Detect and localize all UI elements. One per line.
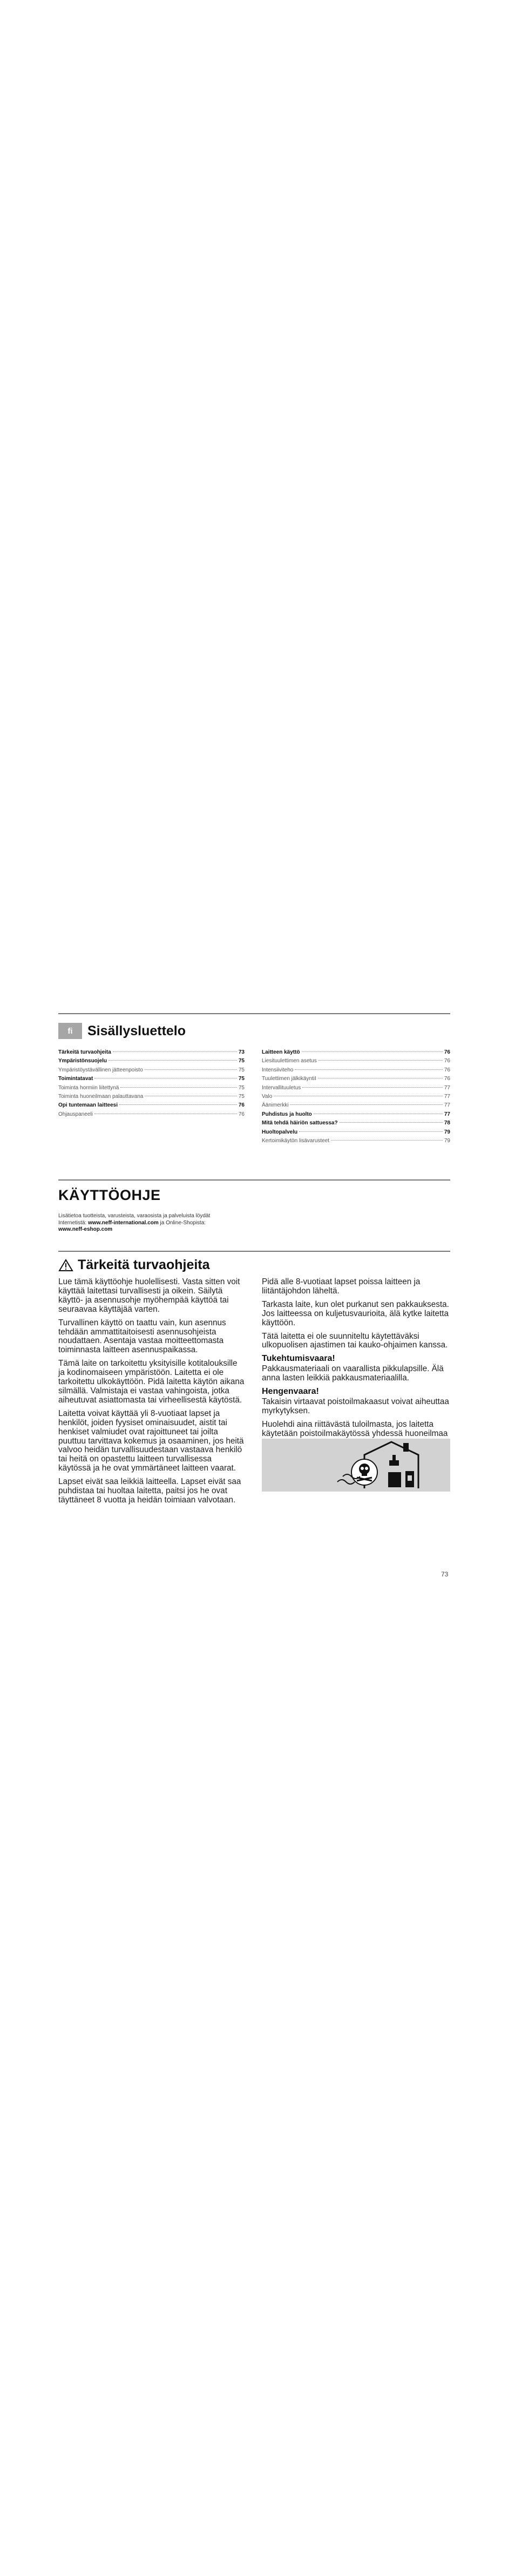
toc-entry-page: 77 xyxy=(444,1111,450,1117)
toc-header xyxy=(58,1013,450,1039)
toc-entry-page: 79 xyxy=(444,1138,450,1144)
paragraph: Tarkasta laite, kun olet purkanut sen pakkauksesta. Jos laitteessa on kuljetusvaurioita, älä kytke laitetta käyttöön. xyxy=(262,1299,449,1327)
divider xyxy=(58,1179,450,1181)
poison-heading: Hengenvaara! xyxy=(262,1387,319,1397)
toc-title: Sisällysluettelo xyxy=(87,1023,186,1039)
toc-entry[interactable] xyxy=(58,1066,245,1075)
toc-entry-label: Ohjauspaneeli xyxy=(58,1111,93,1117)
toc-entry-page: 78 xyxy=(444,1120,450,1127)
toc-entry-page: 79 xyxy=(444,1129,450,1135)
toc-entry-page: 75 xyxy=(238,1058,245,1064)
link-neff-eshop[interactable]: www.neff-eshop.com xyxy=(58,1226,113,1232)
toc-leader-dots xyxy=(295,1069,443,1070)
manual-header xyxy=(58,1179,450,1204)
toc-entry[interactable] xyxy=(58,1057,245,1066)
toc-entry-page: 76 xyxy=(444,1076,450,1082)
toc-leader-dots xyxy=(119,1104,237,1105)
toc-entry[interactable] xyxy=(262,1093,450,1101)
toc-entry-page: 76 xyxy=(238,1111,245,1117)
toc-leader-dots xyxy=(109,1060,237,1061)
toc-entry[interactable] xyxy=(58,1048,245,1057)
divider xyxy=(58,1013,450,1014)
toc-entry-label: Liesituulettimen asetus xyxy=(262,1058,317,1064)
toc-entry-label: Mitä tehdä häiriön sattuessa? xyxy=(262,1120,338,1127)
toc-entry[interactable] xyxy=(262,1119,450,1128)
paragraph: Lue tämä käyttöohje huolellisesti. Vasta sitten voit käyttää laitettasi turvallisesti ja oikein. Säilytä käyttö- ja asennusohje myöhempää käyttöä tai seuraavaa käyttäjää varten. xyxy=(58,1277,240,1314)
warning-triangle-icon xyxy=(58,1259,73,1272)
toc-entry-label: Äänimerkki xyxy=(262,1102,289,1109)
paragraph: Turvallinen käyttö on taattu vain, kun asennus tehdään ammattitaitoisesti asennusohjeista noudattaen. Asentaja vastaa moitteettomasta toiminnasta laitteen asennuspaikassa. xyxy=(58,1318,226,1355)
toc-entry-label: Kertoimikäytön lisävarusteet xyxy=(262,1138,330,1144)
paragraph: Pidä alle 8-vuotiaat lapset poissa laitteen ja liitäntäjohdon läheltä. xyxy=(262,1277,421,1296)
toc-entry[interactable] xyxy=(262,1137,450,1145)
divider xyxy=(58,1251,450,1252)
toc-entry-label: Tuulettimen jälkikäyntiI xyxy=(262,1076,316,1082)
toc-entry-page: 77 xyxy=(444,1102,450,1109)
paragraph: Pakkausmateriaali on vaarallista pikkulapsille. Älä anna lasten leikkiä pakkausmateriaalilla. xyxy=(262,1364,444,1383)
toc-entry-label: Huoltopalvelu xyxy=(262,1129,298,1135)
toc-entry-page: 77 xyxy=(444,1094,450,1100)
toc-entry-label: Valo xyxy=(262,1094,273,1100)
toc-entry[interactable] xyxy=(58,1101,245,1110)
toc-entry[interactable] xyxy=(58,1093,245,1101)
page-number: 73 xyxy=(441,1570,449,1578)
toc-entry-page: 75 xyxy=(238,1084,245,1091)
house-fumes-illustration xyxy=(262,1439,450,1492)
toc-entry-label: Toiminta hormiin liitettynä xyxy=(58,1084,119,1091)
info-text: Lisätietoa tuotteista, varusteista, varaosista ja palveluista löydät Internetistä: www.neff-international.com ja Online-Shopista: www.neff-eshop.com xyxy=(58,1213,211,1232)
toc-entry[interactable] xyxy=(262,1110,450,1119)
toc-entry-page: 76 xyxy=(238,1102,245,1109)
toc-leader-dots xyxy=(340,1122,443,1123)
toc-entry-page: 75 xyxy=(238,1094,245,1100)
toc-leader-dots xyxy=(290,1104,442,1105)
paragraph: Lapset eivät saa leikkiä laitteella. Lapset eivät saa puhdistaa tai huoltaa laitetta, paitsi jos he ovat täyttäneet 8 vuotta ja heidän toimiaan valvotaan. xyxy=(58,1477,241,1505)
language-badge: fi xyxy=(58,1023,82,1039)
safety-column-right xyxy=(262,1278,450,1452)
toc-entry-label: Toimintatavat xyxy=(58,1076,93,1082)
toc-entry-page: 76 xyxy=(444,1058,450,1064)
toc-leader-dots xyxy=(302,1087,443,1088)
toc-entry[interactable] xyxy=(58,1075,245,1083)
paragraph: Laitetta voivat käyttää yli 8-vuotiaat lapset ja henkilöt, joiden fyysiset ominaisuudet, aistit tai henkiset valmiudet ovat rajoittuneet tai joilta puuttuu tarvittava kokemus ja osaaminen, jos heitä valvoo heidän turvallisuudestaan vastaava henkilö tai heitä on opastettu laitteen turvallisessa käytössä ja he ovat ymmärtäneet laitteen vaarat. xyxy=(58,1408,244,1473)
toc-entry-page: 76 xyxy=(444,1067,450,1073)
toc-entry-page: 76 xyxy=(444,1049,450,1055)
toc-entry-label: Intervallituuletus xyxy=(262,1084,301,1091)
safety-header xyxy=(58,1251,450,1273)
toc-entry-label: Opi tuntemaan laitteesi xyxy=(58,1102,118,1109)
illustration-panel xyxy=(262,1439,450,1492)
toc-entry[interactable] xyxy=(262,1128,450,1137)
link-neff-international[interactable]: www.neff-international.com xyxy=(88,1219,159,1226)
paragraph: Takaisin virtaavat poistoilmakaasut voivat aiheuttaa myrkytyksen. xyxy=(262,1397,449,1415)
toc-leader-dots xyxy=(145,1069,237,1070)
manual-title: KÄYTTÖOHJE xyxy=(58,1187,161,1203)
toc-entry[interactable] xyxy=(58,1084,245,1093)
toc-leader-dots xyxy=(331,1140,443,1141)
toc-entry[interactable] xyxy=(262,1075,450,1083)
toc-entry-page: 73 xyxy=(238,1049,245,1055)
toc-entry-page: 77 xyxy=(444,1084,450,1091)
toc-column-right xyxy=(262,1048,450,1145)
toc-entry-label: Toiminta huoneilmaan palauttavana xyxy=(58,1094,144,1100)
toc-entry[interactable] xyxy=(262,1084,450,1093)
toc-entry[interactable] xyxy=(262,1066,450,1075)
toc-entry-page: 75 xyxy=(238,1067,245,1073)
safety-column-left xyxy=(58,1278,245,1509)
toc-leader-dots xyxy=(113,1051,237,1052)
toc-entry-label: Laitteen käyttö xyxy=(262,1049,300,1055)
toc-entry[interactable] xyxy=(262,1057,450,1066)
toc-entry-label: Ympäristöystävällinen jätteenpoisto xyxy=(58,1067,143,1073)
toc-entry[interactable] xyxy=(262,1101,450,1110)
toc-leader-dots xyxy=(120,1087,237,1088)
paragraph: Tätä laitetta ei ole suunniteltu käytettäväksi ulkopuolisen ajastimen tai kauko-ohjaimen kanssa. xyxy=(262,1331,448,1350)
paragraph: Huolehdi aina riittävästä tuloilmasta, jos laitetta käytetään poistoilmakäytössä yhdessä huoneilmaa xyxy=(262,1419,448,1438)
toc-entry[interactable] xyxy=(58,1110,245,1119)
toc-leader-dots xyxy=(319,1060,443,1061)
suffocation-heading: Tukehtumisvaara! xyxy=(262,1354,335,1364)
toc-entry-label: Intensiiviteho xyxy=(262,1067,294,1073)
toc-entry-label: Tärkeitä turvaohjeita xyxy=(58,1049,111,1055)
toc-column-left xyxy=(58,1048,245,1119)
toc-entry-label: Ympäristönsuojelu xyxy=(58,1058,107,1064)
safety-title: Tärkeitä turvaohjeita xyxy=(78,1257,210,1272)
toc-leader-dots xyxy=(302,1051,443,1052)
toc-entry-label: Puhdistus ja huolto xyxy=(262,1111,312,1117)
toc-entry-page: 75 xyxy=(238,1076,245,1082)
paragraph: Tämä laite on tarkoitettu yksityisille kotitalouksille ja kodinomaiseen ympäristöön. Laitetta ei ole tarkoitettu ulkokäyttöön. Pidä laitetta käytön aikana silmällä. Valmistaja ei vastaa vahingoista, jotka aiheutuvat asiattomasta tai virheellisestä käytöstä. xyxy=(58,1359,245,1405)
toc-entry[interactable] xyxy=(262,1048,450,1057)
toc-leader-dots xyxy=(299,1131,443,1132)
